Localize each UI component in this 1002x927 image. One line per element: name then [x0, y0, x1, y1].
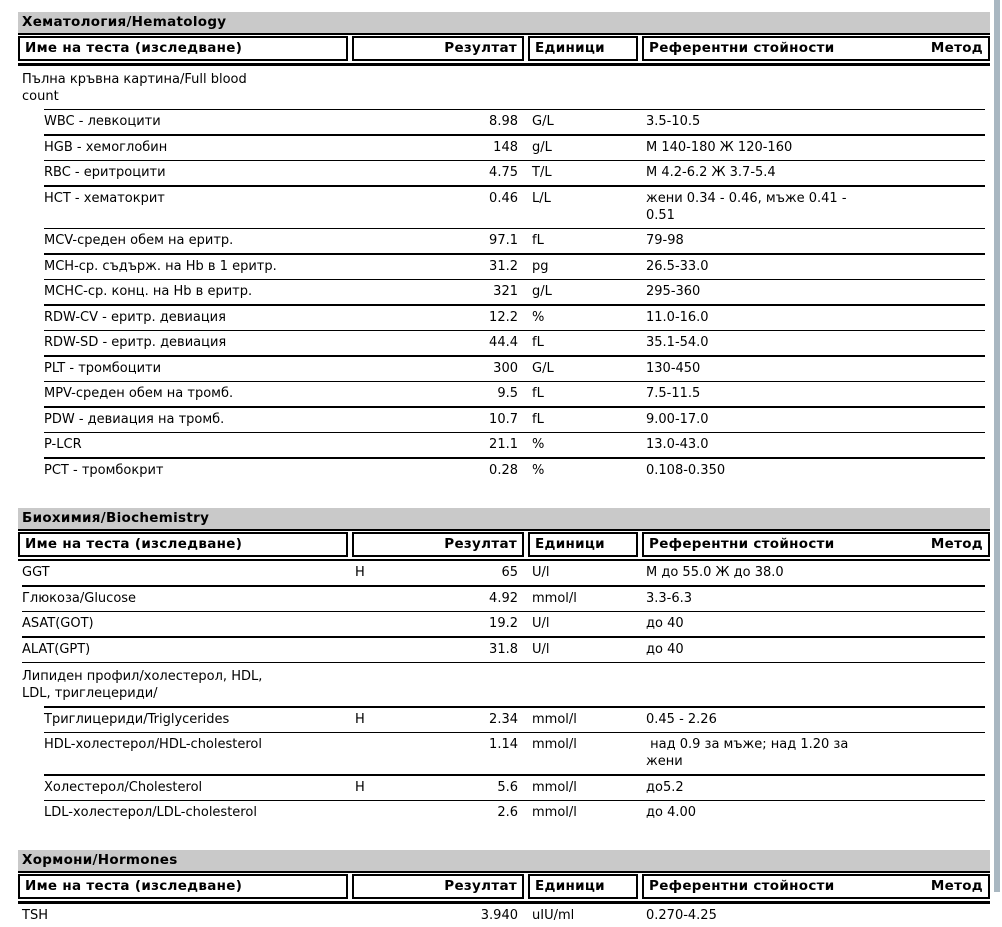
test-row	[18, 801, 990, 824]
column-header-name: Име на теста (изследване)	[18, 874, 348, 899]
result-value: 4.75	[489, 165, 518, 180]
method-value	[862, 309, 990, 326]
result-value: 9.5	[497, 386, 518, 401]
test-row	[18, 136, 990, 159]
result-cell	[352, 804, 524, 821]
result-units: G/L	[532, 114, 554, 129]
test-name: P-LCR	[44, 437, 82, 452]
result-cell	[352, 360, 524, 377]
test-name: Холестерол/Cholesterol	[44, 779, 203, 795]
result-units: mmol/l	[532, 590, 577, 606]
test-name: WBC - левкоцити	[44, 114, 161, 129]
result-value: 5.6	[497, 779, 518, 795]
result-cell	[352, 283, 524, 300]
reference-range: М 4.2-6.2 Ж 3.7-5.4	[646, 165, 776, 180]
reference-range: 0.45 - 2.26	[646, 711, 717, 727]
reference-cell	[642, 564, 990, 581]
report-section	[18, 508, 990, 825]
result-cell	[352, 258, 524, 275]
reference-range: 0.108-0.350	[646, 462, 726, 478]
test-name: PLT - тромбоцити	[44, 360, 162, 376]
test-name: MCHC-ср. конц. на Hb в еритр.	[44, 284, 253, 299]
column-header-reference: Референтни стойности	[649, 878, 835, 894]
column-header-method: Метод	[930, 40, 983, 56]
reference-range: 26.5-33.0	[646, 258, 709, 274]
method-value	[862, 462, 990, 479]
result-units: fL	[532, 335, 544, 350]
method-value	[862, 232, 990, 249]
section-title: Хормони/Hormones	[18, 850, 990, 873]
test-row	[18, 255, 990, 278]
method-value	[862, 139, 990, 156]
result-value: 31.2	[489, 258, 518, 274]
result-value: 321	[493, 284, 518, 299]
test-row	[18, 459, 990, 482]
reference-cell	[642, 139, 990, 156]
result-cell	[352, 436, 524, 453]
column-header-reference-method	[642, 874, 990, 899]
test-name: RBC - еритроцити	[44, 165, 166, 180]
reference-range: до5.2	[646, 779, 684, 795]
test-row	[18, 612, 990, 635]
result-cell	[352, 615, 524, 632]
column-header-row	[18, 532, 990, 557]
section-title: Хематология/Hematology	[18, 12, 990, 35]
result-units: fL	[532, 386, 544, 401]
method-value	[862, 258, 990, 275]
reference-cell	[642, 385, 990, 402]
reference-cell	[642, 113, 990, 130]
reference-range: 79-98	[646, 233, 684, 248]
result-cell	[352, 113, 524, 130]
method-value	[862, 436, 990, 453]
result-units: mmol/l	[532, 711, 577, 727]
reference-cell	[642, 462, 990, 479]
test-name: Триглицериди/Triglycerides	[44, 711, 230, 727]
method-value	[862, 113, 990, 130]
reference-range: М до 55.0 Ж до 38.0	[646, 565, 784, 580]
column-header-method: Метод	[930, 535, 983, 552]
reference-range: 0.270-4.25	[646, 907, 717, 923]
method-value	[862, 804, 990, 821]
test-row	[18, 382, 990, 405]
test-name: Глюкоза/Glucose	[22, 590, 137, 606]
result-value: 19.2	[489, 616, 518, 631]
test-name: GGT	[22, 565, 50, 580]
result-cell	[352, 309, 524, 326]
test-row	[18, 638, 990, 661]
column-header-reference-method	[642, 36, 990, 61]
result-flag: H	[355, 779, 365, 795]
reference-cell	[642, 360, 990, 377]
lab-report-content	[18, 12, 990, 927]
column-header-units: Единици	[528, 874, 638, 899]
group-subheader: Пълна кръвна картина/Full blood count	[22, 71, 247, 104]
result-units: %	[532, 309, 545, 325]
test-row	[18, 408, 990, 431]
column-header-name: Име на теста (изследване)	[18, 36, 348, 61]
column-header-method: Метод	[930, 878, 983, 894]
test-row	[18, 733, 990, 773]
result-units: T/L	[532, 165, 552, 180]
reference-cell	[642, 190, 990, 224]
column-header-reference-method	[642, 532, 990, 557]
result-units: g/L	[532, 139, 552, 155]
reference-range: до 40	[646, 641, 684, 657]
result-value: 31.8	[489, 641, 518, 657]
test-name: MCV-среден обем на еритр.	[44, 233, 234, 248]
test-row	[18, 306, 990, 329]
result-units: pg	[532, 258, 549, 274]
method-value	[862, 641, 990, 658]
column-header-units: Единици	[528, 532, 638, 557]
test-name: HDL-холестерол/HDL-cholesterol	[44, 737, 262, 752]
result-value: 3.940	[480, 907, 518, 923]
test-row	[18, 187, 990, 227]
reference-cell	[642, 258, 990, 275]
result-units: %	[532, 437, 545, 452]
reference-cell	[642, 164, 990, 181]
result-cell	[352, 190, 524, 207]
result-units: uIU/ml	[532, 907, 575, 923]
column-header-result: Резултат	[352, 36, 524, 61]
reference-range: 7.5-11.5	[646, 386, 701, 401]
result-units: mmol/l	[532, 805, 577, 820]
column-header-reference: Референтни стойности	[649, 535, 835, 552]
column-header-reference: Референтни стойности	[649, 40, 835, 56]
group-subheader: Липиден профил/холестерол, HDL, LDL, триглецериди/	[22, 669, 263, 701]
method-value	[862, 590, 990, 607]
reference-range: М 140-180 Ж 120-160	[646, 139, 793, 155]
result-value: 44.4	[489, 335, 518, 350]
section-title: Биохимия/Biochemistry	[18, 508, 990, 531]
method-value	[862, 907, 990, 924]
reference-cell	[642, 615, 990, 632]
test-name: PCT - тромбокрит	[44, 462, 164, 478]
method-value	[862, 564, 990, 581]
reference-cell	[642, 232, 990, 249]
reference-cell	[642, 779, 990, 796]
reference-cell	[642, 309, 990, 326]
result-units: mmol/l	[532, 779, 577, 795]
test-name: MPV-среден обем на тромб.	[44, 386, 234, 401]
method-value	[862, 360, 990, 377]
result-flag: H	[355, 565, 365, 580]
test-name: HGB - хемоглобин	[44, 139, 168, 155]
result-units: mmol/l	[532, 737, 577, 752]
test-name: RDW-CV - еритр. девиация	[44, 309, 226, 325]
test-row	[18, 587, 990, 610]
result-value: 2.34	[489, 711, 518, 727]
reference-range: 3.5-10.5	[646, 114, 701, 129]
result-value: 8.98	[489, 114, 518, 129]
reference-range: 3.3-6.3	[646, 590, 693, 606]
result-cell	[352, 736, 524, 753]
method-value	[862, 164, 990, 181]
result-units: U/l	[532, 616, 550, 631]
reference-cell	[642, 804, 990, 821]
reference-range: до 4.00	[646, 805, 697, 820]
column-header-name: Име на теста (изследване)	[18, 532, 348, 557]
result-units: fL	[532, 233, 544, 248]
test-name: MCH-ср. съдърж. на Hb в 1 еритр.	[44, 258, 277, 274]
method-value	[862, 411, 990, 428]
result-value: 2.6	[497, 805, 518, 820]
result-cell	[352, 907, 524, 924]
method-value	[862, 385, 990, 402]
test-row	[18, 161, 990, 184]
reference-cell	[642, 436, 990, 453]
reference-cell	[642, 334, 990, 351]
test-row	[18, 904, 990, 927]
result-cell	[352, 334, 524, 351]
method-value	[862, 283, 990, 300]
test-name: PDW - девиация на тромб.	[44, 411, 225, 427]
result-cell	[352, 590, 524, 607]
test-name: ASAT(GOT)	[22, 616, 94, 631]
test-row	[18, 357, 990, 380]
test-row	[18, 433, 990, 456]
column-header-result: Резултат	[352, 532, 524, 557]
result-cell	[352, 411, 524, 428]
method-value	[862, 779, 990, 796]
reference-cell	[642, 711, 990, 728]
result-value: 1.14	[489, 737, 518, 752]
reference-range: 295-360	[646, 284, 701, 299]
result-units: U/l	[532, 641, 550, 657]
result-value: 0.46	[489, 190, 518, 206]
test-row	[18, 776, 990, 799]
result-value: 148	[493, 139, 518, 155]
result-cell	[352, 385, 524, 402]
result-cell	[352, 711, 524, 728]
result-units: G/L	[532, 360, 554, 376]
reference-range: 13.0-43.0	[646, 437, 709, 452]
test-row	[18, 331, 990, 354]
reference-range: 11.0-16.0	[646, 309, 709, 325]
reference-cell	[642, 411, 990, 428]
reference-range: жени 0.34 - 0.46, мъже 0.41 - 0.51	[646, 190, 851, 223]
test-row	[18, 229, 990, 252]
column-header-result: Резултат	[352, 874, 524, 899]
result-value: 300	[493, 360, 518, 376]
test-row	[18, 280, 990, 303]
result-units: %	[532, 462, 545, 478]
reference-range: над 0.9 за мъже; над 1.20 за жени	[646, 737, 853, 769]
reference-cell	[642, 590, 990, 607]
reference-range: 35.1-54.0	[646, 335, 709, 350]
result-value: 65	[501, 565, 518, 580]
method-value	[862, 711, 990, 728]
report-section	[18, 850, 990, 927]
result-units: L/L	[532, 190, 551, 206]
reference-range: 130-450	[646, 360, 701, 376]
result-cell	[352, 564, 524, 581]
test-name: ALAT(GPT)	[22, 641, 91, 657]
reference-cell	[642, 283, 990, 300]
result-value: 4.92	[489, 590, 518, 606]
report-section	[18, 12, 990, 482]
method-value	[862, 736, 990, 770]
method-value	[862, 615, 990, 632]
result-units: g/L	[532, 284, 552, 299]
reference-range: 9.00-17.0	[646, 411, 709, 427]
method-value	[862, 190, 990, 224]
column-header-row	[18, 874, 990, 899]
reference-range: до 40	[646, 616, 684, 631]
result-units: U/l	[532, 565, 550, 580]
result-flag: H	[355, 711, 365, 727]
scrollbar[interactable]	[994, 0, 1000, 892]
test-row	[18, 561, 990, 584]
test-name: TSH	[22, 907, 48, 923]
column-header-units: Единици	[528, 36, 638, 61]
result-cell	[352, 139, 524, 156]
test-name: RDW-SD - еритр. девиация	[44, 335, 227, 350]
test-row	[18, 708, 990, 731]
result-cell	[352, 164, 524, 181]
reference-cell	[642, 736, 990, 770]
method-value	[862, 334, 990, 351]
reference-cell	[642, 641, 990, 658]
test-row	[18, 110, 990, 133]
result-units: fL	[532, 411, 544, 427]
result-value: 0.28	[489, 462, 518, 478]
result-value: 97.1	[489, 233, 518, 248]
test-name: HCT - хематокрит	[44, 190, 165, 206]
result-cell	[352, 641, 524, 658]
test-name: LDL-холестерол/LDL-cholesterol	[44, 805, 257, 820]
reference-cell	[642, 907, 990, 924]
result-value: 10.7	[489, 411, 518, 427]
column-header-row	[18, 36, 990, 61]
result-cell	[352, 462, 524, 479]
result-value: 21.1	[489, 437, 518, 452]
result-cell	[352, 232, 524, 249]
result-cell	[352, 779, 524, 796]
result-value: 12.2	[489, 309, 518, 325]
